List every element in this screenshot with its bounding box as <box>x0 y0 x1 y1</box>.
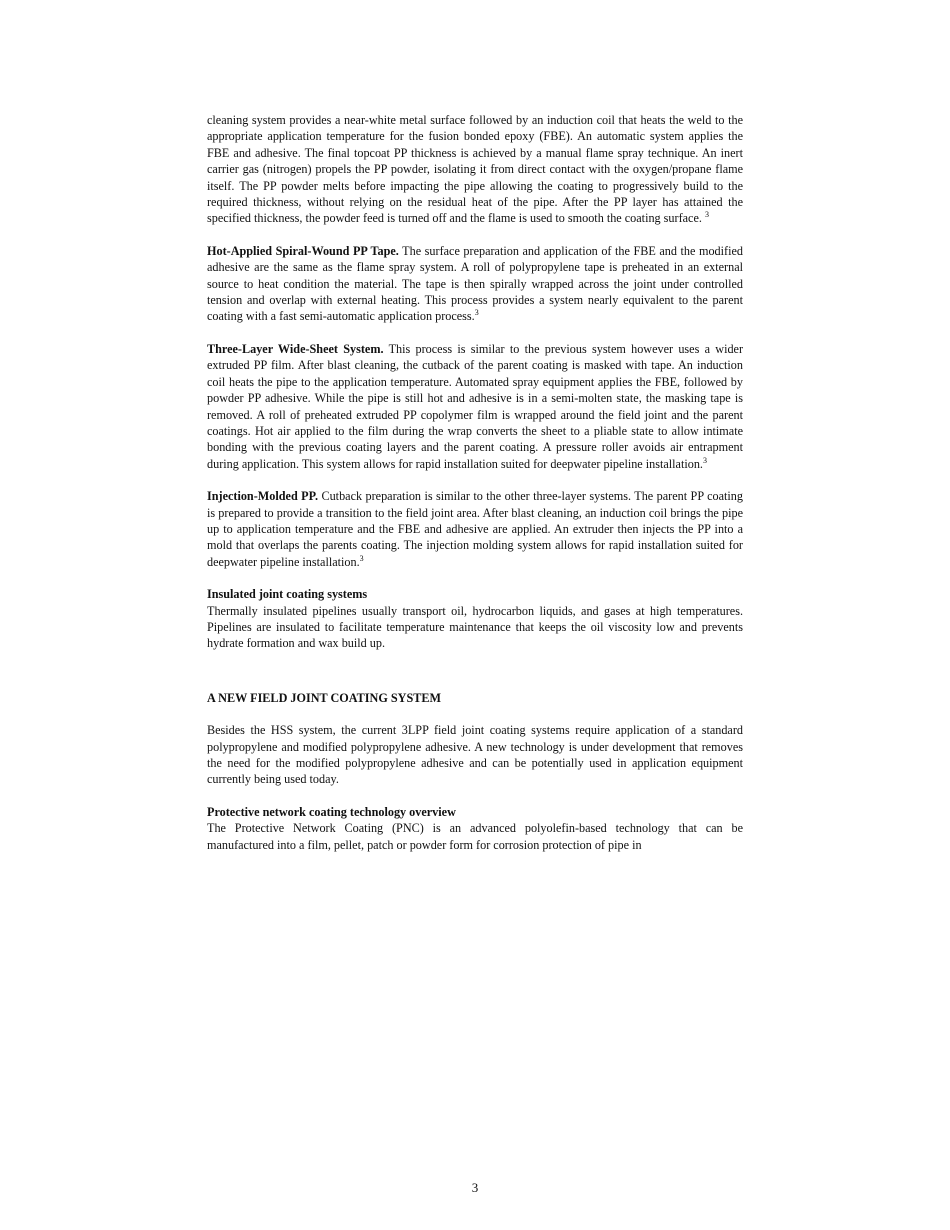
paragraph-pnc-overview: The Protective Network Coating (PNC) is an advanced polyolefin-based technology that can be manufactured into a film, pellet, patch or powder form for corrosion protection of pipe in <box>207 821 743 852</box>
subheading-insulated: Insulated joint coating systems <box>207 587 368 602</box>
spacer <box>207 706 743 722</box>
footnote-ref: 3 <box>704 210 709 220</box>
paragraph-lead: Injection-Molded PP. <box>207 489 318 504</box>
spacer <box>207 788 743 804</box>
paragraph-text: This process is similar to the previous system however uses a wider extruded PP film. After blast cleaning, the cutback of the parent coating is masked with tape. An induction coil heats the pipe to the application temperature. Automated spray equipment applies the FBE, followed by powder PP adhesive. While the pipe is still hot and adhesive is in a semi-molten state, the masking tape is removed. A roll of preheated extruded PP copolymer film is wrapped around the field joint and the parent coatings. Hot air applied to the film during the wrap converts the sheet to a pliable state to allow intimate bonding with the previous coating layers and the parent coating. A pressure roller avoids air entrapment during application. This system allows for rapid installation suited for deepwater pipeline installation. <box>207 341 744 471</box>
document-body <box>207 112 743 853</box>
spacer <box>207 652 743 690</box>
paragraph-wide-sheet <box>207 341 743 472</box>
paragraph-spiral-tape <box>207 243 743 325</box>
paragraph-flame-spray-continued <box>207 112 743 227</box>
paragraph-new-system: Besides the HSS system, the current 3LPP field joint coating systems require application of a standard polypropylene and modified polypropylene adhesive. A new technology is under development that removes the need for the modified polypropylene adhesive and can be potentially used in application equipment currently being used today. <box>207 723 743 787</box>
spacer <box>207 325 743 341</box>
footnote-ref: 3 <box>474 308 479 318</box>
paragraph-text: cleaning system provides a near-white metal surface followed by an induction coil that heats the weld to the appropriate application temperature for the fusion bonded epoxy (FBE). An automatic system applies the FBE and adhesive. The final topcoat PP thickness is achieved by a manual flame spray technique. An inert carrier gas (nitrogen) propels the PP powder, isolating it from direct contact with the oxygen/propane flame itself. The PP powder melts before impacting the pipe allowing the coating to progressively build to the required thickness, without relying on the residual heat of the pipe. After the PP layer has attained the specified thickness, the powder feed is turned off and the flame is used to smooth the coating surface. <box>207 113 743 226</box>
footnote-ref: 3 <box>702 455 707 465</box>
page-number: 3 <box>471 1180 479 1195</box>
paragraph-injection-molded <box>207 488 743 570</box>
section-title: A NEW FIELD JOINT COATING SYSTEM <box>207 690 441 705</box>
paragraph-insulated: Thermally insulated pipelines usually transport oil, hydrocarbon liquids, and gases at high temperatures. Pipelines are insulated to facilitate temperature maintenance that keeps the oil viscosity low and prevents hydrate formation and wax build up. <box>207 603 743 651</box>
spacer <box>207 570 743 586</box>
footnote-ref: 3 <box>359 553 364 563</box>
paragraph-lead: Three-Layer Wide-Sheet System. <box>207 341 384 356</box>
spacer <box>207 227 743 243</box>
paragraph-text: The surface preparation and application of the FBE and the modified adhesive are the same as the flame spray system. A roll of polypropylene tape is preheated in an external source to heat condition the material. The tape is then spirally wrapped across the joint under controlled tension and overlap with external heating. This process provides a system nearly equivalent to the parent coating with a fast semi-automatic application process. <box>207 243 743 324</box>
subheading-pnc-overview: Protective network coating technology overview <box>207 804 456 819</box>
spacer <box>207 472 743 488</box>
paragraph-lead: Hot-Applied Spiral-Wound PP Tape. <box>207 243 399 258</box>
paragraph-text: Cutback preparation is similar to the other three-layer systems. The parent PP coating is prepared to provide a transition to the field joint area. After blast cleaning, an induction coil brings the pipe up to application temperature and the FBE and adhesive are applied. An extruder then injects the PP into a mold that overlaps the parents coating. The injection molding system allows for rapid installation suited for deepwater pipeline installation. <box>207 489 743 569</box>
